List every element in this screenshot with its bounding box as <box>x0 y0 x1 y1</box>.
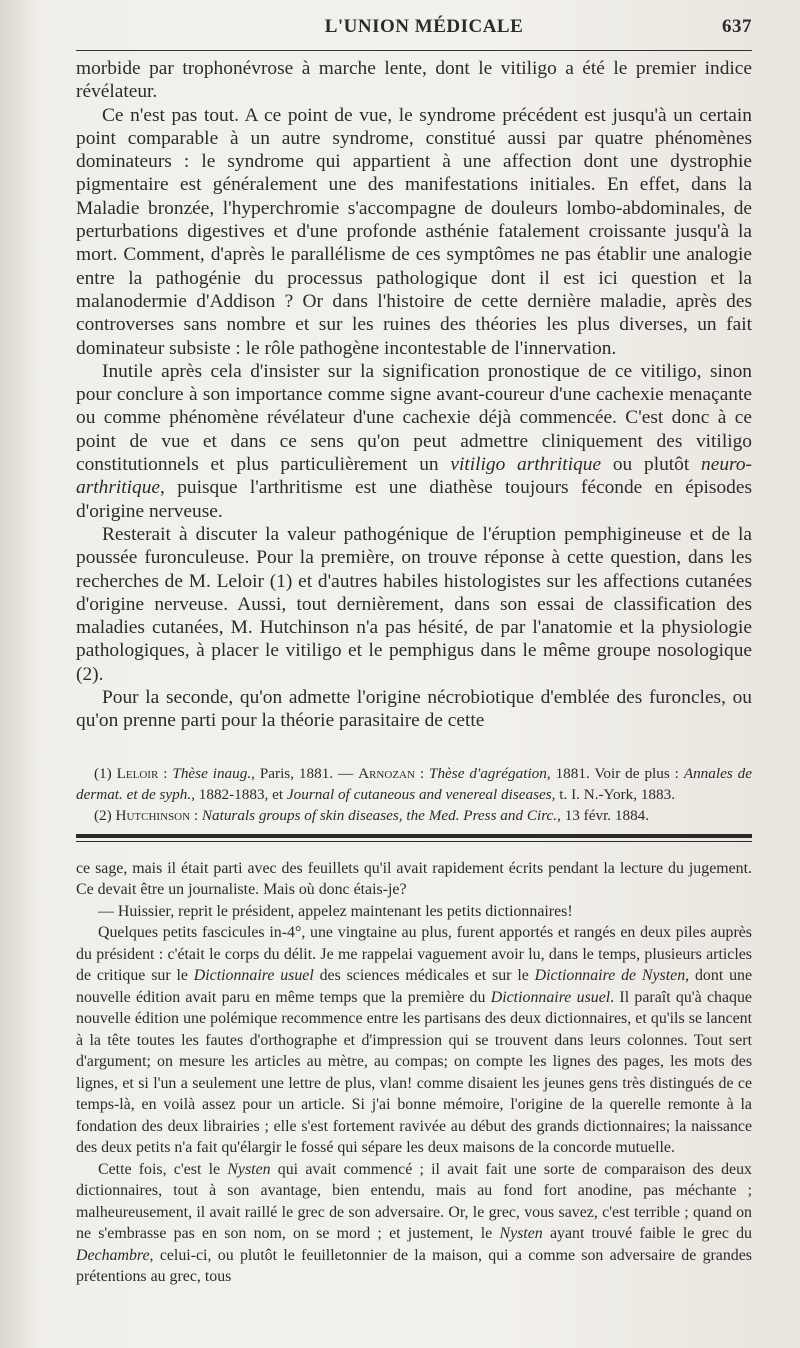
text-run: des sciences médicales et sur le <box>313 967 535 985</box>
article-paragraph-5: Pour la seconde, qu'on admette l'origine nécrobiotique d'emblée des furoncles, ou qu'on prenne parti pour la théorie parasitaire de cette <box>76 687 752 732</box>
text-run: , 13 févr. 1884. <box>557 806 650 824</box>
text-run: . Il paraît qu'à chaque nouvelle édition une polémique recommence entre les partisans des deux dictionnaires, et qu'ils se lancent à la tête toutes les fautes d'orthographe et d'impression qui se trouvent dans leurs colonnes. Tout sert d'argument; on mesure les articles au mètre, au compas; on compte les lignes des pages, les mots des lignes, et si l'un a seulement une lettre de plus, vlan! comme disaient les jeunes gens très distingués de ce temps-là, en voilà assez pour un article. Si j'ai bonne mémoire, l'origine de la querelle remonte à la fondation des deux librairies ; elle s'est fortement ravivée au début des grands dictionnaires; la naissance des deux petits n'a fait qu'élargir le fossé qui sépare les deux maisons de la concorde mutuelle. <box>76 988 752 1157</box>
italic-term: vitiligo arthritique <box>450 454 602 476</box>
text-run: Inutile après cela d'insister sur la signification pronostique de ce vitiligo, sinon pour conclure à son importance comme signe avant-coureur d'une cachexie menaçante ou comme phénomène révélateur d'une cachexie déjà commencée. C'est donc à ce point de vue et dans ce sens qu'on peut admettre cliniquement des vitiligo constitutionnels et plus particulièrement un <box>76 360 752 476</box>
feuilleton-paragraph-2: — Huissier, reprit le président, appelez maintenant les petits dictionnaires! <box>98 902 573 920</box>
text-run: , t. I. N.-York, 1883. <box>551 785 676 803</box>
footnote-marker: (1) <box>94 764 117 782</box>
footnote-1 <box>76 763 752 805</box>
feuilleton-paragraph-4 <box>76 1159 752 1288</box>
italic-term: Nysten <box>227 1160 271 1178</box>
text-run: , dont une nouvelle édition avait paru en même temps que la première du <box>76 967 753 1006</box>
page-number: 637 <box>722 16 752 37</box>
footnote-author: Hutchinson <box>115 806 191 824</box>
divider-thin-rule <box>76 841 752 842</box>
text-run: qui avait commencé ; il avait fait une sorte de comparaison des deux dictionnaires, tout à son avantage, bien entendu, mais au fond fort anodine, pas méchante ; malheureusement, il avait raillé le grec de son adversaire. Or, le grec, vous savez, c'est terrible ; quand on ne s'embrasse pas en son nom, on se mord ; et justement, le <box>76 1160 752 1243</box>
footnotes <box>76 763 752 826</box>
text-run: : <box>414 764 429 782</box>
footnote-author: Arnozan <box>358 764 415 782</box>
feuilleton-paragraph-3 <box>76 922 752 1159</box>
italic-term: Dechambre <box>76 1246 150 1264</box>
article-body <box>76 57 752 733</box>
footnote-title: Thèse d'agrégation <box>429 764 547 782</box>
text-run: , puisque l'arthritisme est une diathèse toujours féconde en épisodes d'origine nerveuse. <box>76 477 752 522</box>
header-rule <box>76 50 752 51</box>
article-paragraph-2: Ce n'est pas tout. A ce point de vue, le syndrome précédent est jusqu'à un certain point comparable à un autre syndrome, constitué aussi par quatre phénomènes dominateurs : le syndrome qui appartient à une affection dont une dystrophie pigmentaire est généralement une des manifestations initiales. En effet, dans la Maladie bronzée, l'hyperchromie s'accompagne de douleurs lombo-abdominales, de perturbations digestives et d'une profonde asthénie fatalement croissante jusqu'à la mort. Comment, d'après le parallélisme de ces symptômes ne pas établir une analogie entre la pathogénie du processus pathologique dont il est ici question et la malanodermie d'Addison ? Or dans l'histoire de cette dernière maladie, après des controverses sans nombre et sur les ruines des théories les plus diverses, un fait dominateur subsiste : le rôle pathogène incontestable de l'innervation. <box>76 104 752 359</box>
text-run: , 1882-1883, et <box>191 785 287 803</box>
text-run: : <box>190 806 202 824</box>
article-paragraph-4: Resterait à discuter la valeur pathogénique de l'éruption pemphigineuse et de la poussée furonculeuse. Pour la première, on trouve réponse à cette question, dans les recherches de M. Leloir (1) et d'autres habiles histologistes sur les affections cutanées d'origine nerveuse. Aussi, tout dernièrement, dans son essai de classification des maladies cutanées, M. Hutchinson n'a pas hésité, de par l'anatomie et la physiologie pathologiques, à placer le vitiligo et le pemphigus dans le même groupe nosologique (2). <box>76 523 752 685</box>
article-paragraph-3 <box>76 360 752 523</box>
footnote-author: Leloir <box>116 764 159 782</box>
footnote-marker: (2) <box>94 806 116 824</box>
article-paragraph-1: morbide par trophonévrose à marche lente, dont le vitiligo a été le premier indice révélateur. <box>76 58 752 103</box>
text-run: Cette fois, c'est le <box>98 1160 228 1178</box>
text-run: ou plutôt <box>601 454 702 476</box>
footnote-2 <box>76 805 752 826</box>
text-run: , celui-ci, ou plutôt le feuilletonnier de la maison, qui a comme son adversaire de grandes prétentions au grec, tous <box>76 1246 752 1286</box>
italic-term: neuro-arthritique <box>76 454 752 499</box>
feuilleton-paragraph-1: ce sage, mais il était parti avec des feuillets qu'il avait rapidement écrits pendant la lecture du jugement. Ce devait être un journaliste. Mais où donc étais-je? <box>76 859 752 899</box>
footnote-title: Naturals groups of skin diseases, the Med. Press and Circ. <box>201 806 558 824</box>
feuilleton-divider <box>76 834 752 842</box>
italic-term: Dictionnaire de Nysten <box>534 967 686 985</box>
text-run: , Paris, 1881. — <box>251 764 359 782</box>
footnote-spacer <box>76 733 752 763</box>
footnote-title: Journal of cutaneous and venereal diseases <box>286 785 552 803</box>
italic-term: Dictionnaire usuel <box>490 988 611 1006</box>
text-run: Quelques petits fascicules in-4°, une vingtaine au plus, furent apportés et rangés en deux piles auprès du président : c'était le corps du délit. Je me rappelai vaguement avoir lu, dans le temps, plusieurs articles de critique sur le <box>76 924 752 985</box>
text-run: , 1881. Voir de plus : <box>546 764 684 782</box>
feuilleton-section <box>76 858 752 1288</box>
footnote-title: Thèse inaug. <box>172 764 252 782</box>
running-head <box>76 16 752 50</box>
text-run: : <box>158 764 173 782</box>
italic-term: Nysten <box>499 1225 543 1243</box>
footnote-title: Annales de dermat. et de syph. <box>76 764 752 803</box>
divider-thick-rule <box>76 834 752 838</box>
text-run: ayant trouvé faible le grec du <box>542 1225 753 1243</box>
italic-term: Dictionnaire usuel <box>193 967 314 985</box>
journal-title: L'UNION MÉDICALE <box>324 16 524 37</box>
